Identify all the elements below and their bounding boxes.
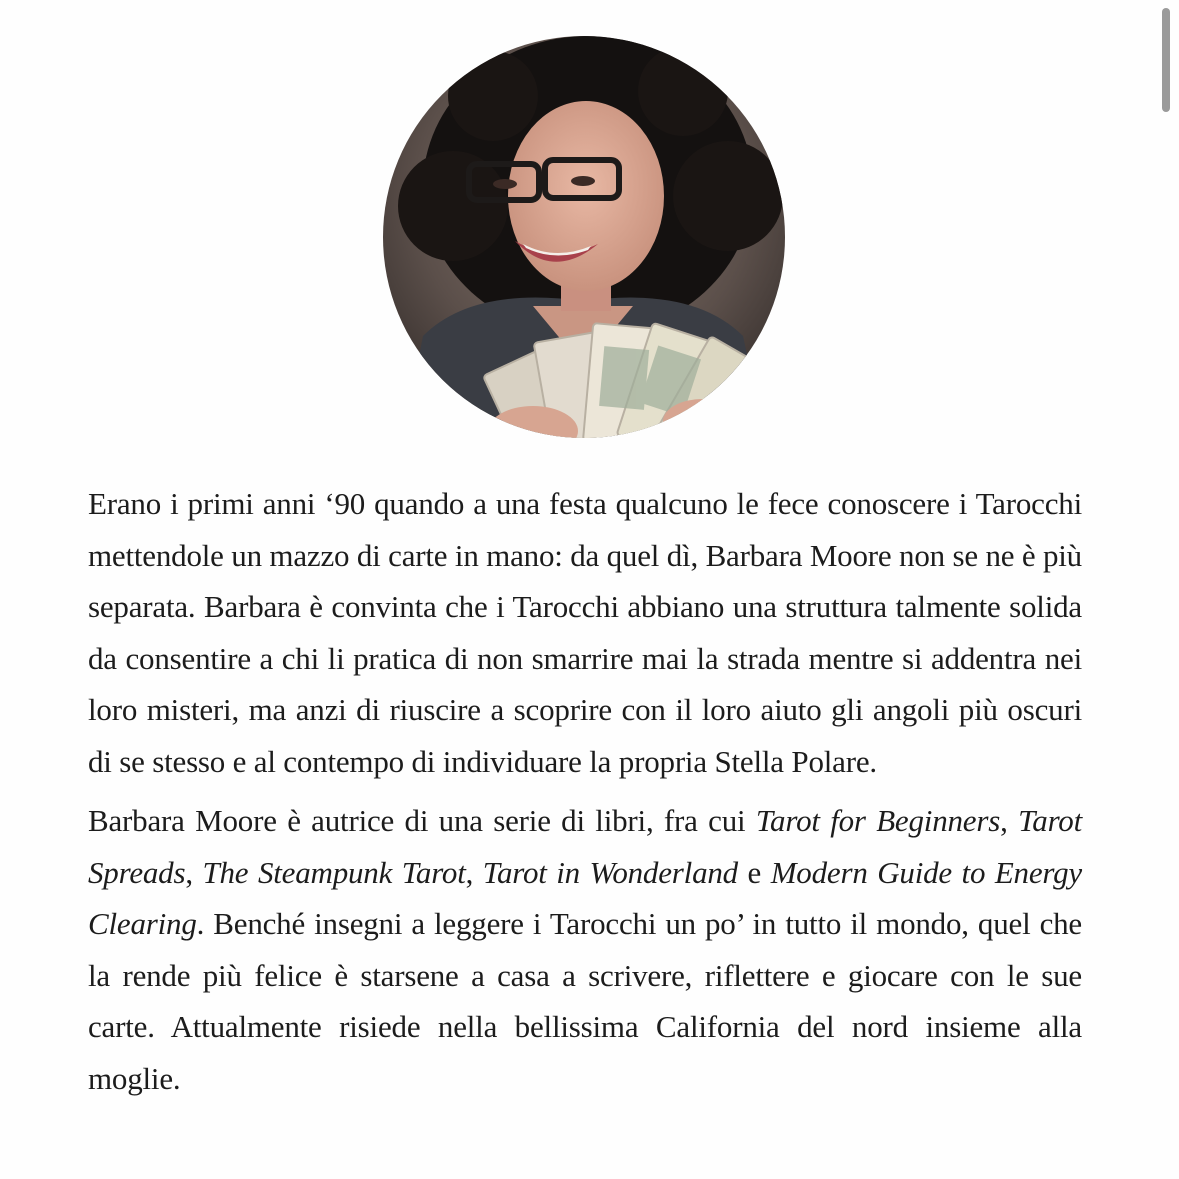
book-title: Tarot in Wonderland xyxy=(482,854,738,890)
author-bio xyxy=(88,478,1082,1112)
separator: , xyxy=(185,854,203,890)
bio-paragraph-1: Erano i primi anni ‘90 quando a una festa qualcuno le fece conoscere i Tarocchi mettendole un mazzo di carte in mano: da quel dì, Barbara Moore non se ne è più separata. Barbara è convinta che i Tarocchi abbiano una struttura talmente solida da consentire a chi li pratica di non smarrire mai la strada mentre si addentra nei loro misteri, ma anzi di riuscire a scoprire con il loro aiuto gli angoli più oscuri di se stesso e al contempo di individuare la propria Stella Polare. xyxy=(88,486,1082,779)
separator: e xyxy=(737,854,771,890)
book-title: Tarot Spreads xyxy=(88,803,1083,890)
separator: , xyxy=(1000,803,1019,838)
book-title: Modern Guide to Energy Clearing xyxy=(88,854,1082,941)
separator: , xyxy=(465,854,483,890)
scrollbar-thumb[interactable] xyxy=(1162,8,1170,112)
bio-paragraph-2 xyxy=(88,795,1082,1104)
book-title: Tarot for Beginners xyxy=(755,803,1001,838)
paragraph-2-intro: Barbara Moore è autrice di una serie di libri, fra cui xyxy=(88,803,756,838)
portrait-illustration xyxy=(383,36,785,438)
author-portrait xyxy=(383,36,785,438)
book-title: The Steampunk Tarot xyxy=(202,854,466,890)
paragraph-2-outro: . Benché insegni a leggere i Tarocchi un po’ in tutto il mondo, quel che la rende più felice è starsene a casa a scrivere, riflettere e giocare con le sue carte. Attualmente risiede nella bellissima California del nord insieme alla moglie. xyxy=(88,906,1082,1096)
